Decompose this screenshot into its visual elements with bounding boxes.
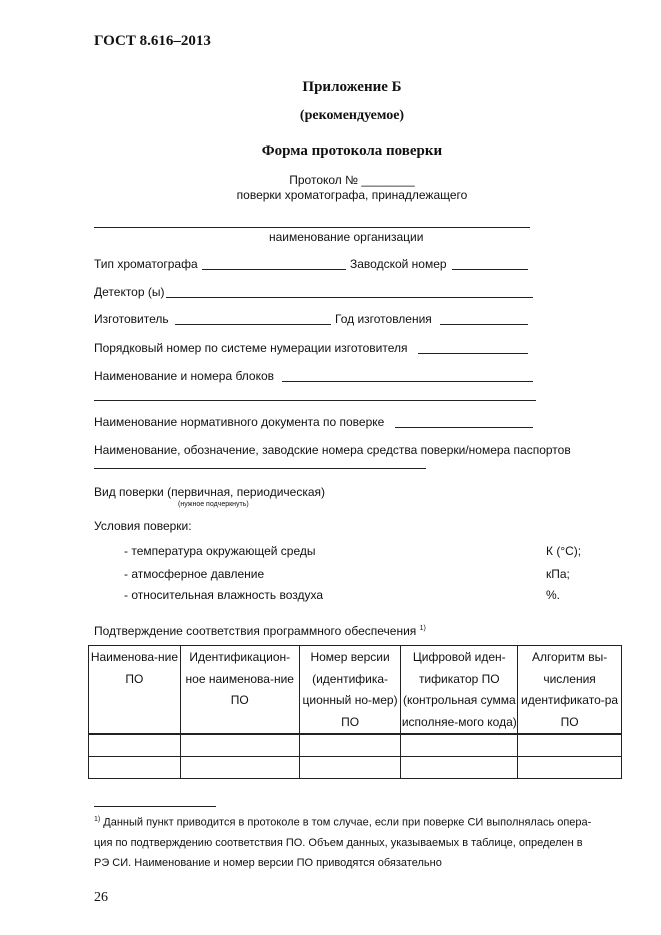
table-cell[interactable] (89, 734, 181, 757)
software-table (88, 645, 622, 779)
chromatograph-type-label: Тип хроматографа (94, 257, 198, 271)
footnote-separator (94, 806, 216, 807)
table-cell[interactable] (518, 734, 622, 757)
manufacturer-label: Изготовитель (94, 312, 169, 326)
protocol-subtitle: поверки хроматографа, принадлежащего (236, 188, 468, 202)
detector-blank[interactable] (166, 297, 533, 298)
table-cell[interactable] (180, 734, 299, 757)
column-header-algorithm: Алгоритм вы-числения идентификато-ра ПО (518, 646, 622, 735)
table-row (89, 734, 622, 757)
footnote-line-2: ция по подтверждению соответствия ПО. Объем данных, указываемых в таблице, определен в (94, 837, 583, 849)
normative-doc-blank[interactable] (395, 427, 533, 428)
page-number: 26 (94, 890, 108, 905)
detector-label: Детектор (ы) (94, 285, 165, 299)
verification-kind-label: Вид поверки (первичная, периодическая) (94, 485, 325, 499)
org-caption: наименование организации (269, 230, 424, 244)
table-cell[interactable] (401, 734, 518, 757)
form-title: Форма протокола поверки (261, 143, 443, 159)
table-cell[interactable] (180, 757, 299, 779)
protocol-number-line: Протокол № ________ (289, 173, 415, 187)
table-cell[interactable] (89, 757, 181, 779)
table-cell[interactable] (299, 734, 401, 757)
condition-humidity-unit: %. (546, 588, 561, 602)
table-cell[interactable] (518, 757, 622, 779)
footnote-mark: 1) (94, 816, 101, 823)
condition-temperature-unit: К (°С); (546, 544, 582, 558)
column-header-version: Номер версии (идентифика-ционный но-мер) ПО (299, 646, 401, 735)
verification-means-blank[interactable] (94, 468, 426, 469)
software-title (94, 624, 426, 638)
condition-humidity-label: - относительная влажность воздуха (124, 588, 324, 602)
serial-number-blank[interactable] (452, 269, 528, 270)
conditions-title: Условия поверки: (94, 519, 192, 533)
verification-means-label: Наименование, обозначение, заводские номера средства поверки/номера паспортов (94, 443, 571, 457)
column-header-software-name: Наименова-ние ПО (89, 646, 181, 735)
blocks-label: Наименование и номера блоков (94, 369, 275, 383)
condition-temperature-label: - температура окружающей среды (124, 544, 316, 558)
footnote-line-1 (94, 816, 591, 829)
manufacturer-blank[interactable] (175, 324, 331, 325)
software-footnote-mark: 1) (419, 625, 426, 632)
org-blank-line[interactable] (94, 227, 530, 228)
verification-kind-note: (нужное подчеркнуть) (178, 501, 249, 508)
table-row (89, 757, 622, 779)
condition-pressure-unit: кПа; (546, 567, 570, 581)
normative-doc-label: Наименование нормативного документа по поверке (94, 415, 385, 429)
standard-header: ГОСТ 8.616–2013 (94, 33, 211, 49)
year-blank[interactable] (440, 324, 528, 325)
blocks-blank[interactable] (282, 381, 533, 382)
appendix-status: (рекомендуемое) (299, 108, 405, 123)
appendix-title: Приложение Б (302, 79, 402, 95)
software-table-header (89, 646, 622, 735)
column-header-software-id-name: Идентификацион-ное наименова-ние ПО (180, 646, 299, 735)
year-label: Год изготовления (335, 312, 432, 326)
condition-pressure-label: - атмосферное давление (124, 567, 265, 581)
software-title-text: Подтверждение соответствия программного обеспечения (94, 624, 417, 638)
footnote-line-3: РЭ СИ. Наименование и номер версии ПО приводятся обязательно (94, 857, 442, 869)
serial-number-label: Заводской номер (350, 257, 447, 271)
ordinal-number-label: Порядковый номер по системе нумерации изготовителя (94, 341, 408, 355)
blocks-blank-2[interactable] (94, 400, 536, 401)
table-cell[interactable] (401, 757, 518, 779)
footnote-text-1: Данный пункт приводится в протоколе в том случае, если при поверке СИ выполнялась опера- (100, 816, 592, 829)
ordinal-number-blank[interactable] (418, 353, 528, 354)
chromatograph-type-blank[interactable] (202, 269, 346, 270)
table-cell[interactable] (299, 757, 401, 779)
column-header-digital-id: Цифровой иден-тификатор ПО (контрольная сумма исполняе-мого кода) (401, 646, 518, 735)
